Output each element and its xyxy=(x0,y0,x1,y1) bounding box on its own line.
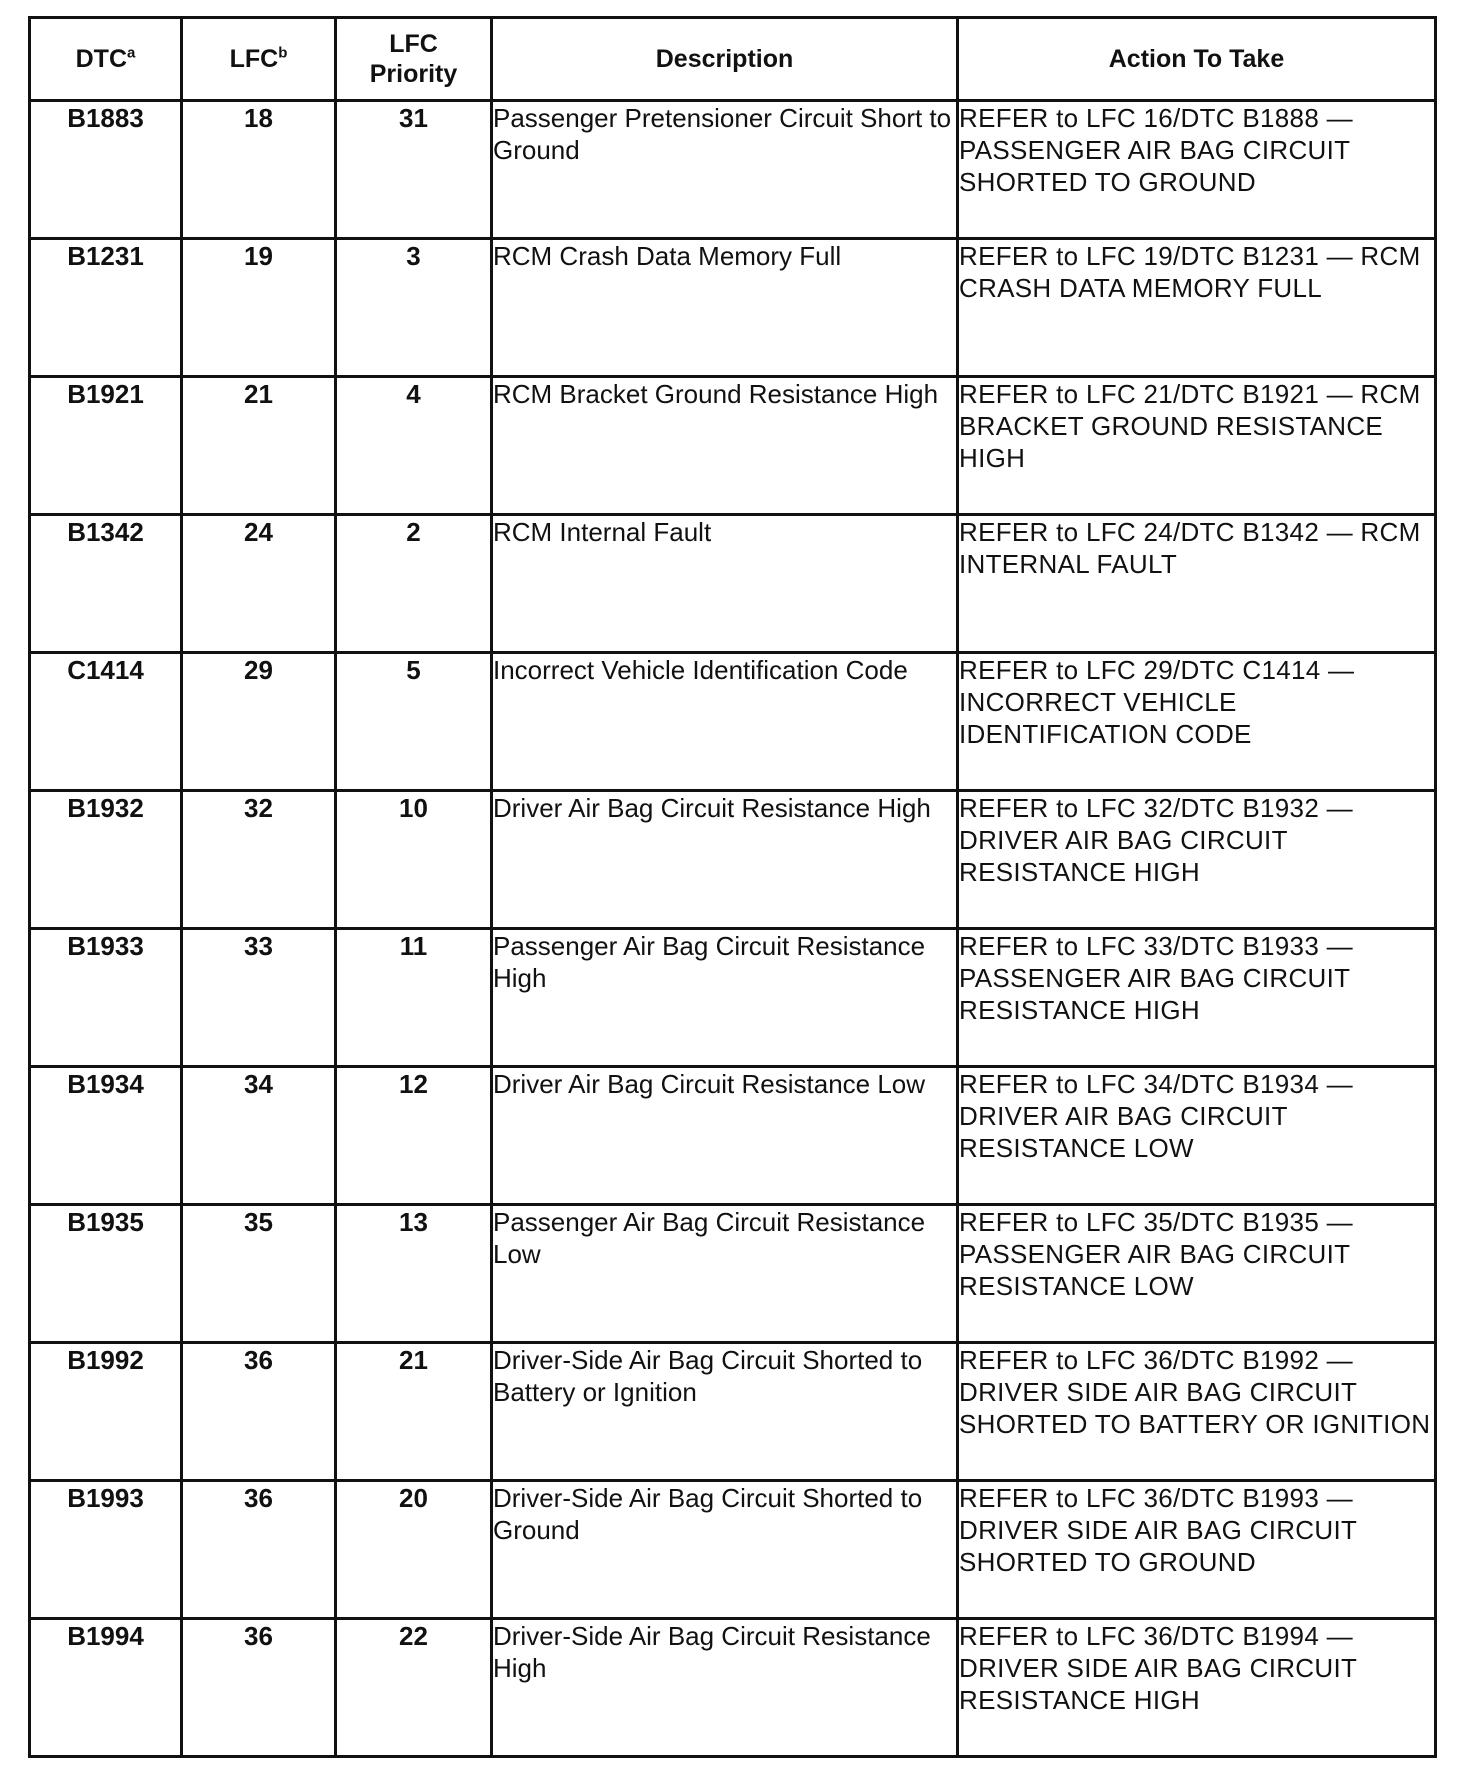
action-cell: REFER to LFC 36/DTC B1993 — DRIVER SIDE AIR BAG CIRCUIT SHORTED TO GROUND xyxy=(958,1481,1436,1619)
lfc-cell: 21 xyxy=(182,377,336,515)
lfc-cell: 36 xyxy=(182,1481,336,1619)
header-row xyxy=(30,18,1436,101)
description-cell: Passenger Air Bag Circuit Resistance Low xyxy=(492,1205,958,1343)
priority-cell: 20 xyxy=(336,1481,492,1619)
action-cell: REFER to LFC 19/DTC B1231 — RCM CRASH DATA MEMORY FULL xyxy=(958,239,1436,377)
dtc-cell: B1935 xyxy=(30,1205,182,1343)
priority-cell: 21 xyxy=(336,1343,492,1481)
table-row xyxy=(30,1343,1436,1481)
header-dtc-label: DTC xyxy=(75,45,128,73)
lfc-cell: 24 xyxy=(182,515,336,653)
description-cell: Driver Air Bag Circuit Resistance Low xyxy=(492,1067,958,1205)
table-row xyxy=(30,1067,1436,1205)
table-row xyxy=(30,1205,1436,1343)
header-priority-line1: LFC xyxy=(389,30,438,58)
table-header xyxy=(30,18,1436,101)
dtc-cell: B1992 xyxy=(30,1343,182,1481)
header-dtc xyxy=(30,18,182,101)
lfc-cell: 29 xyxy=(182,653,336,791)
description-cell: Incorrect Vehicle Identification Code xyxy=(492,653,958,791)
lfc-cell: 19 xyxy=(182,239,336,377)
lfc-cell: 36 xyxy=(182,1619,336,1757)
table-row xyxy=(30,239,1436,377)
action-cell: REFER to LFC 36/DTC B1992 — DRIVER SIDE AIR BAG CIRCUIT SHORTED TO BATTERY OR IGNITION xyxy=(958,1343,1436,1481)
lfc-cell: 33 xyxy=(182,929,336,1067)
dtc-cell: B1934 xyxy=(30,1067,182,1205)
action-cell: REFER to LFC 21/DTC B1921 — RCM BRACKET GROUND RESISTANCE HIGH xyxy=(958,377,1436,515)
table-body xyxy=(30,101,1436,1757)
action-cell: REFER to LFC 34/DTC B1934 — DRIVER AIR BAG CIRCUIT RESISTANCE LOW xyxy=(958,1067,1436,1205)
priority-cell: 3 xyxy=(336,239,492,377)
description-cell: Driver-Side Air Bag Circuit Shorted to Ground xyxy=(492,1481,958,1619)
dtc-table xyxy=(28,16,1437,1758)
priority-cell: 13 xyxy=(336,1205,492,1343)
table-row xyxy=(30,515,1436,653)
priority-cell: 12 xyxy=(336,1067,492,1205)
header-dtc-footnote: a xyxy=(127,44,136,62)
header-action: Action To Take xyxy=(958,18,1436,101)
action-cell: REFER to LFC 32/DTC B1932 — DRIVER AIR BAG CIRCUIT RESISTANCE HIGH xyxy=(958,791,1436,929)
description-cell: Driver Air Bag Circuit Resistance High xyxy=(492,791,958,929)
dtc-cell: B1921 xyxy=(30,377,182,515)
priority-cell: 2 xyxy=(336,515,492,653)
dtc-cell: B1231 xyxy=(30,239,182,377)
action-cell: REFER to LFC 33/DTC B1933 — PASSENGER AIR BAG CIRCUIT RESISTANCE HIGH xyxy=(958,929,1436,1067)
table-row xyxy=(30,101,1436,239)
lfc-cell: 18 xyxy=(182,101,336,239)
dtc-cell: B1932 xyxy=(30,791,182,929)
action-cell: REFER to LFC 24/DTC B1342 — RCM INTERNAL FAULT xyxy=(958,515,1436,653)
description-cell: RCM Crash Data Memory Full xyxy=(492,239,958,377)
action-cell: REFER to LFC 29/DTC C1414 — INCORRECT VEHICLE IDENTIFICATION CODE xyxy=(958,653,1436,791)
description-cell: RCM Bracket Ground Resistance High xyxy=(492,377,958,515)
dtc-cell: C1414 xyxy=(30,653,182,791)
dtc-cell: B1883 xyxy=(30,101,182,239)
table-row xyxy=(30,929,1436,1067)
lfc-cell: 34 xyxy=(182,1067,336,1205)
lfc-cell: 32 xyxy=(182,791,336,929)
priority-cell: 4 xyxy=(336,377,492,515)
priority-cell: 22 xyxy=(336,1619,492,1757)
header-lfc-footnote: b xyxy=(278,44,288,62)
lfc-cell: 35 xyxy=(182,1205,336,1343)
dtc-cell: B1933 xyxy=(30,929,182,1067)
table-row xyxy=(30,653,1436,791)
action-cell: REFER to LFC 16/DTC B1888 — PASSENGER AIR BAG CIRCUIT SHORTED TO GROUND xyxy=(958,101,1436,239)
header-lfc-label: LFC xyxy=(229,45,279,73)
dtc-cell: B1342 xyxy=(30,515,182,653)
table-row xyxy=(30,377,1436,515)
table-row xyxy=(30,1619,1436,1757)
description-cell: Passenger Air Bag Circuit Resistance High xyxy=(492,929,958,1067)
table-row xyxy=(30,791,1436,929)
action-cell: REFER to LFC 35/DTC B1935 — PASSENGER AIR BAG CIRCUIT RESISTANCE LOW xyxy=(958,1205,1436,1343)
priority-cell: 5 xyxy=(336,653,492,791)
description-cell: RCM Internal Fault xyxy=(492,515,958,653)
priority-cell: 31 xyxy=(336,101,492,239)
lfc-cell: 36 xyxy=(182,1343,336,1481)
header-priority-line2: Priority xyxy=(369,60,458,88)
description-cell: Driver-Side Air Bag Circuit Shorted to Battery or Ignition xyxy=(492,1343,958,1481)
header-description: Description xyxy=(492,18,958,101)
table-row xyxy=(30,1481,1436,1619)
priority-cell: 10 xyxy=(336,791,492,929)
dtc-cell: B1994 xyxy=(30,1619,182,1757)
header-lfc xyxy=(182,18,336,101)
description-cell: Driver-Side Air Bag Circuit Resistance High xyxy=(492,1619,958,1757)
dtc-cell: B1993 xyxy=(30,1481,182,1619)
description-cell: Passenger Pretensioner Circuit Short to Ground xyxy=(492,101,958,239)
header-priority xyxy=(336,18,492,101)
priority-cell: 11 xyxy=(336,929,492,1067)
action-cell: REFER to LFC 36/DTC B1994 — DRIVER SIDE AIR BAG CIRCUIT RESISTANCE HIGH xyxy=(958,1619,1436,1757)
